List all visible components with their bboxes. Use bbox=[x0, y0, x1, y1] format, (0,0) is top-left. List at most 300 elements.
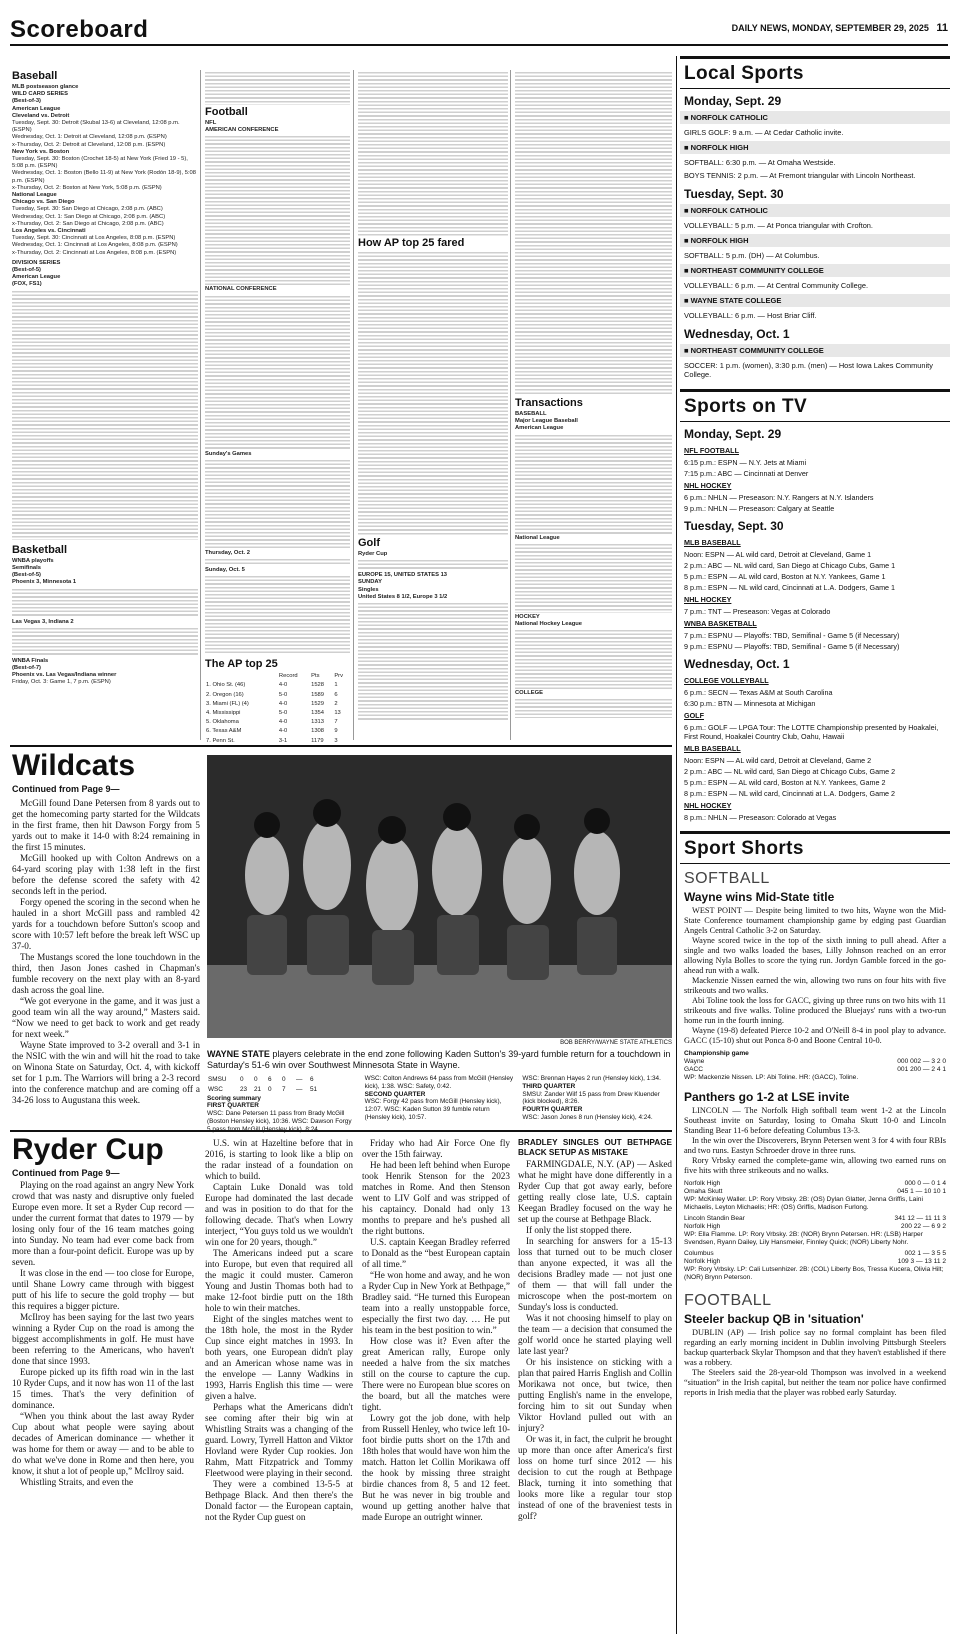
result-label: EUROPE 15, UNITED STATES 13 bbox=[358, 572, 448, 579]
linescore-table bbox=[207, 1075, 325, 1095]
tv-listing: 7 p.m.: TNT — Preseason: Vegas at Colorado bbox=[684, 607, 831, 616]
paragraph: U.S. captain Keegan Bradley referred to Donald as the “best European captain of all time.” bbox=[362, 1237, 510, 1269]
paragraph: “When you think about the last away Ryder Cup about what people were saying about decades of American dominance — whether it was home for them or away — and to be able to do what we've done in Rome and then here, you know, it shut a lot of people up,” McIlroy said. bbox=[12, 1411, 194, 1476]
table-cell: 7 bbox=[334, 719, 338, 726]
table-cell: 1 bbox=[334, 682, 338, 689]
paragraph: Friday who had Air Force One fly over the 15th fairway. bbox=[362, 1138, 510, 1159]
table-cell: — bbox=[296, 1085, 303, 1093]
league-label: American League bbox=[12, 105, 61, 112]
paragraph: DUBLIN (AP) — Irish police say no formal complaint has been filed regarding an early morning incident in Dublin involving Pittsburgh Steelers backup quarterback Skylar Thompson and that they haven't established if there was a robbery. bbox=[684, 1328, 946, 1367]
format-label: (Best-of-5) bbox=[12, 572, 41, 579]
tv-listing: 5 p.m.: ESPN — AL wild card, Boston at N.Y. Yankees, Game 2 bbox=[684, 778, 886, 787]
photo-illustration bbox=[207, 755, 672, 1038]
column-divider bbox=[676, 56, 677, 1634]
agate-text-block bbox=[205, 575, 350, 655]
school-label: ■ NORTHEAST COMMUNITY COLLEGE bbox=[680, 264, 950, 277]
table-cell: Norfolk High bbox=[684, 1223, 721, 1230]
table-cell: GACC bbox=[684, 1066, 704, 1073]
golf-heading: Golf bbox=[358, 537, 380, 549]
agate-text-block bbox=[12, 290, 198, 540]
pitcher-line: WP: Rory Vrbsky. LP: Cali Lutsenhizer. 2B: (COL) Liberty Bos, Tressa Kucera, Olivia Hilt; (NOR) Brynn Peterson. bbox=[684, 1266, 944, 1281]
agate-text-block bbox=[515, 543, 672, 613]
sports-tv-header: Sports on TV bbox=[680, 389, 950, 422]
table-cell: 1528 bbox=[311, 682, 325, 689]
table-row bbox=[205, 700, 350, 709]
event-line: VOLLEYBALL: 6 p.m. — Host Briar Cliff. bbox=[684, 311, 817, 320]
pitcher-line: WP: Ella Flamme. LP: Rory Vrbsky. 2B: (NOR) Brynn Petersen. HR: (LSB) Harper Svendsen, Ryann Dailey, Lily Hansmeier, Finnley Quick; (NOR) Liberty Nohr. bbox=[684, 1231, 923, 1246]
masthead-rule bbox=[10, 44, 948, 46]
day-heading: Tuesday, Sept. 30 bbox=[684, 187, 784, 201]
edition-date: DAILY NEWS, MONDAY, SEPTEMBER 29, 2025 bbox=[731, 23, 929, 33]
scoreboard-col-1 bbox=[12, 70, 198, 750]
paragraph: They were a combined 13-5-5 at Bethpage Black. And then there's the Donald factor — the European captain, not the Ryder Cup guest on bbox=[205, 1479, 353, 1522]
tv-listing: 8 p.m.: ESPN — NL wild card, Cincinnati at L.A. Dodgers, Game 1 bbox=[684, 583, 896, 592]
table-cell: 13 bbox=[334, 710, 341, 717]
schedule-line: Wednesday, Oct. 1: Detroit at Cleveland, 12:08 p.m. (ESPN) bbox=[12, 134, 167, 141]
table-row bbox=[205, 718, 350, 727]
schedule-line: Tuesday, Sept. 30: Boston (Crochet 18-5) at New York (Fried 19 - 5), 5:08 p.m. (ESPN) bbox=[12, 156, 188, 170]
table-cell: 001 200 — 2 4 1 bbox=[897, 1066, 946, 1073]
tv-listing: 6:30 p.m.: BTN — Minnesota at Michigan bbox=[684, 699, 816, 708]
matchup-label: Los Angeles vs. Cincinnati bbox=[12, 228, 86, 235]
agate-text-block bbox=[12, 627, 198, 657]
table-cell: 2. Oregon (16) bbox=[206, 691, 244, 698]
format-label: (Best-of-7) bbox=[12, 664, 41, 671]
table-cell: 0 bbox=[268, 1085, 272, 1093]
brief-body bbox=[680, 1106, 950, 1176]
tv-listing: 8 p.m.: ESPN — NL wild card, Cincinnati at L.A. Dodgers, Game 2 bbox=[684, 789, 896, 798]
conference-label: NATIONAL CONFERENCE bbox=[205, 286, 277, 293]
table-cell: 000 002 — 3 2 0 bbox=[897, 1058, 946, 1065]
boxscore-title: Championship game bbox=[684, 1050, 749, 1057]
table-cell: 7. Penn St. bbox=[206, 737, 235, 744]
photo-credit: BOB BERRY/WAYNE STATE ATHLETICS bbox=[560, 1040, 672, 1046]
summary-col-2 bbox=[365, 1075, 515, 1134]
agate-text-block bbox=[205, 558, 350, 566]
paragraph: The Steelers said the 28-year-old Thompson was involved in a weekend “situation” in the Irish capital, but neither the team nor police have confirmed reports in Irish media that the player was robbed early Saturday. bbox=[684, 1368, 946, 1397]
quarter-label: FIRST QUARTER bbox=[207, 1102, 259, 1110]
school-label: ■ NORFOLK HIGH bbox=[680, 234, 950, 247]
pitcher-line: WP: McKinley Waller. LP: Rory Vrbsky. 2B: (OS) Dylan Glatter, Jenna Griffis, Laini Michaelis, Leyton Michaelis; HR: (OS) Griffis, Madison Furlong. bbox=[684, 1196, 923, 1211]
sport-kicker: SOFTBALL bbox=[684, 870, 770, 887]
tv-category: NFL FOOTBALL bbox=[684, 446, 739, 455]
local-sports-header: Local Sports bbox=[680, 56, 950, 89]
table-cell: 3 bbox=[334, 737, 338, 744]
league-label: American League bbox=[515, 425, 564, 432]
event-line: VOLLEYBALL: 6 p.m. — At Central Community College. bbox=[684, 281, 869, 290]
event-line: GIRLS GOLF: 9 a.m. — At Cedar Catholic invite. bbox=[684, 128, 844, 137]
brief-headline: Wayne wins Mid-State title bbox=[684, 890, 835, 904]
matchup-label: Phoenix vs. Las Vegas/Indiana winner bbox=[12, 672, 117, 679]
agate-text-block bbox=[515, 434, 672, 534]
scoring-play: WSC: Brennan Hayes 2 run (Hensley kick), 1:34. bbox=[522, 1075, 661, 1082]
paragraph: Lowry got the job done, with help from Russell Henley, who twice left 10-foot birdie putts short on the 17th and 18th holes that would have won him the match. Hatton let Collin Morikawa off the hook by missing three straight birdie chances from 8, 5 and 12 feet. But he was never in big trouble and wound up getting another halve that made Europe an outright winner. bbox=[362, 1413, 510, 1522]
schedule-line: Tuesday, Sept. 30: San Diego at Chicago, 2:08 p.m. (ABC) bbox=[12, 206, 163, 213]
schedule-line: Wednesday, Oct. 1: Boston (Bello 11-9) at New York (Rodón 18-9), 5:08 p.m. (ESPN) bbox=[12, 170, 196, 184]
schedule-line: Friday, Oct. 3: Game 1, 7 p.m. (ESPN) bbox=[12, 679, 111, 686]
table-row bbox=[205, 727, 350, 736]
right-rail bbox=[680, 56, 950, 1398]
paragraph: It was close in the end — too close for Europe, until Shane Lowry came through with biggest putt of his life to secure the gold trophy — but this requires a bigger picture. bbox=[12, 1268, 194, 1311]
scoreboard-col-2 bbox=[205, 70, 350, 750]
quarter-label: SECOND QUARTER bbox=[364, 1090, 426, 1098]
standings-table bbox=[205, 135, 350, 285]
paragraph: Eight of the singles matches went to the 18th hole, the most in the Ryder Cup since eight matches in 1993. In both years, one European didn't play and an American whose name was in the envelope — Lanny Wadkins in 1993, Harris English this time — were given a halve. bbox=[205, 1314, 353, 1401]
table-cell: — bbox=[296, 1076, 303, 1083]
basketball-subtitle: WNBA playoffs bbox=[12, 557, 54, 564]
photo-caption bbox=[207, 1049, 672, 1071]
basketball-heading: Basketball bbox=[12, 543, 68, 556]
matchup-label: Las Vegas 3, Indiana 2 bbox=[12, 618, 74, 625]
day-heading: Wednesday, Oct. 1 bbox=[684, 327, 790, 341]
pitcher-line: WP: Mackenzie Nissen. LP: Abi Toline. HR: (GACC), Toline. bbox=[684, 1074, 859, 1081]
table-cell: 1179 bbox=[311, 737, 324, 744]
paragraph: In searching for answers for a 15-13 loss that turned out to be much closer than anyone expected, it was all the decisions Bradley made — not just one of them — that will fall under the microscope when the post-mortem on Sunday's loss is conducted. bbox=[518, 1236, 672, 1312]
paragraph: Whistling Straits, and even the bbox=[20, 1477, 134, 1487]
table-cell: Norfolk High bbox=[684, 1258, 721, 1265]
scoring-play: SMSU: Zander Wilf 15 pass from Drew Kluender (kick blocked), 8:26. bbox=[522, 1090, 660, 1106]
table-cell: 000 0 — 0 1 4 bbox=[904, 1180, 946, 1187]
paragraph: “He won home and away, and he won a Ryder Cup in New York at Bethpage,” Bradley said. “He turned this European team into a really unstoppable force, especially the first two day. … He put his team in the best position to win.” bbox=[362, 1270, 510, 1335]
team-celebration-photo bbox=[207, 755, 672, 1038]
tv-category: NHL HOCKEY bbox=[684, 481, 732, 490]
table-cell: 1308 bbox=[311, 728, 325, 735]
table-row bbox=[684, 1223, 946, 1231]
table-cell: 4-0 bbox=[278, 700, 288, 707]
table-cell: 7 bbox=[282, 1085, 286, 1093]
brief-headline: Steeler backup QB in 'situation' bbox=[684, 1312, 864, 1326]
tv-listing: 6 p.m.: GOLF — LPGA Tour: The LOTTE Championship presented by Hoakalei, First Round, Hoakalei Country Club, Oahu, Hawaii bbox=[684, 723, 939, 741]
table-cell: 045 1 — 10 10 1 bbox=[897, 1188, 946, 1195]
schedule-line: Tuesday, Sept. 30: Detroit (Skubal 13-6) at Cleveland, 12:08 p.m. (ESPN) bbox=[12, 120, 180, 134]
table-row bbox=[684, 1250, 946, 1258]
table-cell: 21 bbox=[254, 1085, 262, 1093]
table-cell: WSC bbox=[208, 1085, 223, 1093]
caption-text: players celebrate in the end zone following Kaden Sutton's 39-yard fumble return for a touchdown in Saturday's 51-6 win over Southwest Minnesota State in Wayne. bbox=[207, 1049, 671, 1070]
table-header-cell: Pts bbox=[311, 673, 320, 680]
school-label: ■ WAYNE STATE COLLEGE bbox=[680, 294, 950, 307]
summary-col-1 bbox=[207, 1075, 357, 1134]
column-divider bbox=[510, 70, 511, 740]
tv-listing: 6 p.m.: SECN — Texas A&M at South Carolina bbox=[684, 688, 833, 697]
table-cell: Omaha Skutt bbox=[684, 1188, 723, 1195]
tv-category: MLB BASEBALL bbox=[684, 744, 741, 753]
league-label: American League bbox=[12, 274, 61, 281]
table-row bbox=[684, 1058, 946, 1066]
paragraph: Or his insistence on sticking with a plan that paired Harris English and Collin Morikawa not once, but twice, then putting English's name in the envelope, forcing him to sit out Sunday when Viktor Hovland pulled out with an injury? bbox=[518, 1357, 672, 1433]
paragraph: LINCOLN — The Norfolk High softball team went 1-2 at the Lincoln Southeast invite on Saturday, losing to Omaha Skutt 10-0 and Lincoln Standing Bear 11-6 before defeating Columbus 13-3. bbox=[684, 1106, 946, 1135]
games-label: Sunday, Oct. 5 bbox=[205, 567, 245, 574]
continued-line: Continued from Page 9— bbox=[12, 1168, 120, 1178]
paragraph: Europe picked up its fifth road win in the last 10 Ryder Cups, and it now has won 11 of the last 15 times. That's the very definition of dominance. bbox=[12, 1367, 194, 1410]
schedule-line: Tuesday, Sept. 30: Cincinnati at Los Angeles, 8:08 p.m. (ESPN) bbox=[12, 235, 176, 242]
ap-fared-heading: How AP top 25 fared bbox=[358, 237, 465, 249]
matchup-label: New York vs. Boston bbox=[12, 148, 70, 155]
section-title: Scoreboard bbox=[10, 16, 149, 43]
scoring-play: WSC: Dane Petersen 11 pass from Brady McGill (Boston Hensley kick), 10:36. WSC: Dawson Forgy 5 pass from McGill (Hensley kick), 8:24. bbox=[207, 1110, 352, 1133]
sport-label: BASEBALL bbox=[515, 411, 547, 417]
agate-text-block bbox=[515, 629, 672, 689]
sport-label: COLLEGE bbox=[515, 690, 544, 697]
schedule-line: x-Thursday, Oct. 2: Cincinnati at Los Angeles, 8:08 p.m. (ESPN) bbox=[12, 249, 177, 256]
standings-table bbox=[205, 295, 350, 450]
school-label: ■ NORFOLK HIGH bbox=[680, 141, 950, 154]
brief-headline: Panthers go 1-2 at LSE invite bbox=[684, 1090, 850, 1104]
tv-category: COLLEGE VOLLEYBALL bbox=[684, 676, 769, 685]
table-cell: 1529 bbox=[311, 700, 325, 707]
paragraph: McIlroy has been saying for the last two years winning a Ryder Cup on the road is among the biggest accomplishments in golf. He must have been referring to the Americans, who haven't done that since 1993. bbox=[12, 1312, 194, 1366]
subhead: BRADLEY SINGLES OUT BETHPAGE BLACK SETUP AS MISTAKE bbox=[518, 1138, 672, 1157]
scoring-play: WSC: Jason Jones 8 run (Hensley kick), 4:24. bbox=[522, 1113, 653, 1121]
league-label: National Hockey League bbox=[515, 621, 583, 628]
games-label: Thursday, Oct. 2 bbox=[205, 549, 250, 556]
football-heading: Football bbox=[205, 106, 248, 118]
tv-listing: 6 p.m.: NHLN — Preseason: N.Y. Rangers at N.Y. Islanders bbox=[684, 493, 874, 502]
school-label: ■ NORTHEAST COMMUNITY COLLEGE bbox=[680, 344, 950, 357]
paragraph: Perhaps what the Americans didn't see coming after their big win at Whistling Straits was a changing of the guard. Lowry, Tyrrell Hatton and Viktor Hovland were Ryder Cup rookies. Jon Rahm, Matt Fitzpatrick and Tommy Fleetwood were playing in their second. bbox=[205, 1402, 353, 1478]
continued-line: Continued from Page 9— bbox=[12, 784, 120, 794]
table-row bbox=[207, 1075, 325, 1085]
ap-poll-table bbox=[205, 672, 350, 746]
conference-label: AMERICAN CONFERENCE bbox=[205, 127, 279, 134]
masthead bbox=[10, 12, 948, 56]
league-label: National League bbox=[12, 192, 57, 199]
paragraph: Captain Luke Donald was told Europe had dominated the last decade and was in position to do that for the following decade. That's when Lowry interject, “You guys told us we wouldn't win one for 20 years, though.” bbox=[205, 1182, 353, 1247]
table-cell: 0 bbox=[282, 1076, 286, 1083]
table-header bbox=[205, 672, 350, 681]
tv-category: NHL HOCKEY bbox=[684, 801, 732, 810]
game-summary bbox=[207, 1075, 672, 1134]
ryder-cup-col-4 bbox=[518, 1138, 672, 1522]
paragraph: Abi Toline took the loss for GACC, giving up three runs on two hits with 11 strikeouts and five walks. Toline produced the Bluejays' runs with a two-run home run in the fourth inning. bbox=[684, 996, 946, 1025]
table-cell: 200 22 — 6 9 2 bbox=[900, 1223, 946, 1230]
paragraph: The Americans indeed put a scare into Europe, but even that required all the magic it could muster. Cameron Young and Justin Thomas both had to make 12-foot birdie putt on the 18th hole to win their matches. bbox=[205, 1248, 353, 1313]
table-cell: 1589 bbox=[311, 691, 325, 698]
table-cell: SMSU bbox=[208, 1076, 227, 1083]
scoreboard-col-3 bbox=[358, 70, 508, 750]
event-line: VOLLEYBALL: 5 p.m. — At Ponca triangular with Crofton. bbox=[684, 221, 873, 230]
tv-category: NHL HOCKEY bbox=[684, 595, 732, 604]
table-cell: 2 bbox=[334, 700, 338, 707]
paragraph: If only the list stopped there. bbox=[526, 1225, 632, 1235]
tv-category: MLB BASEBALL bbox=[684, 538, 741, 547]
table-cell: Wayne bbox=[684, 1058, 705, 1065]
table-row bbox=[684, 1180, 946, 1188]
table-cell: 1313 bbox=[311, 719, 325, 726]
transactions-heading: Transactions bbox=[515, 397, 583, 409]
score-label: United States 8 1/2, Europe 3 1/2 bbox=[358, 593, 448, 600]
table-row bbox=[207, 1085, 325, 1095]
table-cell: 341 12 — 11 11 3 bbox=[894, 1215, 946, 1222]
agate-text-block bbox=[358, 602, 508, 722]
paragraph: How close was it? Even after the great American rally, Europe only needed a halve from the six matches still on the course to capture the cup. There were no European blue scores on the board, but all the matches were tight. bbox=[362, 1336, 510, 1412]
table-cell: 4. Mississippi bbox=[206, 710, 241, 717]
table-cell: 9 bbox=[334, 728, 338, 735]
league-label: Major League Baseball bbox=[515, 418, 578, 425]
table-cell: Lincoln Standin Bear bbox=[684, 1215, 745, 1222]
tv-listing: 7:15 p.m.: ABC — Cincinnati at Denver bbox=[684, 469, 809, 478]
table-cell: 4-0 bbox=[278, 682, 288, 689]
schedule-line: x-Thursday, Oct. 2: Boston at New York, 5:08 p.m. (ESPN) bbox=[12, 184, 162, 191]
ryder-cup-col-3 bbox=[362, 1138, 510, 1523]
table-cell: 002 1 — 3 5 5 bbox=[904, 1250, 946, 1257]
school-label: ■ NORFOLK CATHOLIC bbox=[680, 111, 950, 124]
section-rule bbox=[10, 745, 672, 747]
tv-listing: 5 p.m.: ESPN — AL wild card, Boston at N.Y. Yankees, Game 1 bbox=[684, 572, 886, 581]
schedule-line: Wednesday, Oct. 1: San Diego at Chicago, 2:08 p.m. (ABC) bbox=[12, 213, 166, 220]
page-number: 11 bbox=[936, 22, 948, 34]
agate-text-block bbox=[12, 588, 198, 618]
scoring-play: WSC: Colton Andrews 64 pass from McGill (Hensley kick), 1:38. WSC: Safety, 0:42. bbox=[364, 1075, 514, 1090]
table-row bbox=[684, 1188, 946, 1196]
paragraph: In the win over the Discoverers, Brynn Petersen went 3 for 4 with four RBIs and two runs. Eastyn Schroeder drove in three runs. bbox=[684, 1136, 946, 1155]
paragraph: He had been left behind when Europe took Henrik Stenson for the 2023 matches in Rome. And then Stenson went to LIV Golf and was stripped of his captaincy. Donald had only 13 months to prepare and he's pushed all the right buttons. bbox=[362, 1160, 510, 1236]
agate-text-block bbox=[205, 459, 350, 549]
session-label: Singles bbox=[358, 586, 379, 593]
brief-body bbox=[680, 906, 950, 1046]
table-cell: 4-0 bbox=[278, 728, 288, 735]
table-cell: 3. Miami (FL) (4) bbox=[206, 700, 249, 707]
standings-table bbox=[358, 71, 508, 236]
boxscore bbox=[680, 1046, 950, 1086]
event-line: BOYS TENNIS: 2 p.m. — At Fremont triangular with Lincoln Northeast. bbox=[684, 171, 916, 180]
baseball-heading: Baseball bbox=[12, 70, 58, 82]
summary-col-3 bbox=[522, 1075, 672, 1134]
ryder-cup-col-1 bbox=[12, 1180, 194, 1488]
league-label: National League bbox=[515, 534, 560, 541]
paragraph: Wayne State improved to 3-2 overall and 3-1 in the NSIC with the win and will hit the road to take on Winona State on Saturday, Oct. 4, with kickoff set for 1 p.m. The Warriors will bring a 2-3 record into the conference matchup and are coming off a 34-26 loss to Augustana this week. bbox=[12, 1040, 200, 1105]
sport-label: HOCKEY bbox=[515, 613, 540, 620]
paragraph: FARMINGDALE, N.Y. (AP) — Asked what he might have done differently in a Ryder Cup that got away early, before getting really close late, U.S. captain Keegan Bradley focused on the way he set up the course at Bethpage Black. bbox=[518, 1159, 672, 1224]
page-meta bbox=[732, 22, 948, 34]
round-label: Semifinals bbox=[12, 564, 41, 571]
agate-text-block bbox=[358, 559, 508, 571]
quarter-label: THIRD QUARTER bbox=[522, 1082, 576, 1090]
tv-category: WNBA BASKETBALL bbox=[684, 619, 757, 628]
table-cell: 1354 bbox=[311, 710, 325, 717]
tv-listing: 6:15 p.m.: ESPN — N.Y. Jets at Miami bbox=[684, 458, 807, 467]
paragraph: U.S. win at Hazeltine before that in 2016, is starting to look like a blip on the radar instead of a foundation on which to build. bbox=[205, 1138, 353, 1181]
day-heading: Wednesday, Oct. 1 bbox=[684, 657, 790, 671]
table-cell: 6 bbox=[334, 691, 338, 698]
table-row bbox=[684, 1215, 946, 1223]
matchup-label: Phoenix 3, Minnesota 1 bbox=[12, 579, 77, 586]
quarter-label: FOURTH QUARTER bbox=[522, 1106, 583, 1114]
table-row bbox=[684, 1066, 946, 1074]
table-cell: 109 3 — 13 11 2 bbox=[897, 1258, 946, 1265]
scoreboard-col-4 bbox=[515, 70, 672, 750]
tv-listing: 9 p.m.: ESPNU — Playoffs: TBD, Semifinal - Game 5 (if Necessary) bbox=[684, 642, 900, 651]
schedule-line: Wednesday, Oct. 1: Cincinnati at Los Angeles, 8:08 p.m. (ESPN) bbox=[12, 242, 178, 249]
table-cell: 5. Oklahoma bbox=[206, 719, 239, 726]
games-label: Sunday's Games bbox=[205, 450, 252, 457]
brief-body bbox=[680, 1328, 950, 1398]
table-cell: 5-0 bbox=[278, 691, 288, 698]
paragraph: WEST POINT — Despite being limited to two hits, Wayne won the Mid-State Conference tournament championship game by edging past Guardian Angels Central Catholic 3-2 on Saturday. bbox=[684, 906, 946, 935]
format-label: (Best-of-5) bbox=[12, 267, 41, 274]
tv-listing: 9 p.m.: NHLN — Preseason: Calgary at Seattle bbox=[684, 504, 835, 513]
story-headline: Ryder Cup bbox=[12, 1133, 164, 1166]
school-label: ■ NORFOLK CATHOLIC bbox=[680, 204, 950, 217]
agate-text-block bbox=[358, 251, 508, 536]
table-cell: 3-1 bbox=[278, 737, 288, 744]
league-label: NFL bbox=[205, 120, 217, 126]
round-label: WILD CARD SERIES bbox=[12, 91, 69, 98]
agate-text-block bbox=[515, 71, 672, 396]
network-label: (FOX, FS1) bbox=[12, 281, 42, 288]
day-heading: Monday, Sept. 29 bbox=[684, 94, 782, 108]
paragraph: Or was it, in fact, the culprit he brought up more than once after America's first loss on home turf since 2012 — his decision to cut the rough at Bethpage Black, turning it into something that looks more like a regular tour stop instead of one of the braveniest tests in golf? bbox=[518, 1434, 672, 1521]
column-divider bbox=[353, 70, 354, 740]
table-cell: 6 bbox=[310, 1076, 314, 1083]
matchup-label: Chicago vs. San Diego bbox=[12, 199, 75, 206]
table-row bbox=[684, 1258, 946, 1266]
agate-text-block bbox=[205, 71, 350, 105]
table-row bbox=[205, 691, 350, 700]
agate-text-block bbox=[515, 698, 672, 718]
paragraph: McGill found Dane Petersen from 8 yards out to get the homecoming party started for the Wildcats in the first frame, then hit Dawson Forgy from 5 yards out to make it 14-0 with 8:24 remaining in the first 15 minutes. bbox=[12, 798, 200, 852]
table-row bbox=[205, 709, 350, 718]
tv-listing: Noon: ESPN — AL wild card, Detroit at Cleveland, Game 2 bbox=[684, 756, 872, 765]
paragraph: Playing on the road against an angry New York crowd that was nasty and disruptive only fueled Europe even more. It set a Ryder Cup record — under the current format that dates to 1979 — by losing only four of the 16 team matches going into Sunday. No team had ever come back from more than a four-point deficit. Europe was up by seven. bbox=[12, 1180, 194, 1267]
paragraph: Rory Vrbsky earned the complete-game win, allowing two earned runs on five hits with three strikeouts and no walks. bbox=[684, 1156, 946, 1175]
matchup-label: Cleveland vs. Detroit bbox=[12, 112, 70, 119]
format-label: (Best-of-3) bbox=[12, 98, 41, 105]
table-cell: 5-0 bbox=[278, 710, 288, 717]
paragraph: The Mustangs scored the lone touchdown in the third, then Jason Jones cashed in Chapman's fumble recovery on the next play with an 8-yard dash across the goal line. bbox=[12, 952, 200, 995]
paragraph: “We got everyone in the game, and it was just a good team win all the way around,” Masters said. “Now we need to get back to work and get ready for next week.” bbox=[12, 996, 200, 1039]
table-cell: 0 bbox=[240, 1076, 244, 1083]
event-line: SOCCER: 1 p.m. (women), 3:30 p.m. (men) — Host Iowa Lakes Community College. bbox=[684, 361, 933, 379]
paragraph: Wayne (19-8) defeated Pierce 10-2 and O'Neill 8-4 in pool play to advance. GACC (15-10) shut out Ponca 8-0 and Boone Central 10-0. bbox=[684, 1026, 946, 1045]
table-row bbox=[205, 681, 350, 690]
story-body bbox=[12, 798, 200, 1106]
table-cell: 6. Texas A&M bbox=[206, 728, 242, 735]
section-rule bbox=[10, 1130, 672, 1132]
column-divider bbox=[200, 70, 201, 740]
tv-listing: 8 p.m.: NHLN — Preseason: Colorado at Vegas bbox=[684, 813, 837, 822]
schedule-line: x-Thursday, Oct. 2: Detroit at Cleveland, 12:08 p.m. (ESPN) bbox=[12, 141, 166, 148]
paragraph: Wayne scored twice in the top of the sixth inning to pull ahead. After a single and two walks loaded the bases, Lilly Johnson reached on an error allowing Nyla Bolles to score the tying run. Jordyn Gamble forced in the go-ahead run with a walk. bbox=[684, 936, 946, 975]
caption-lead: WAYNE STATE bbox=[207, 1049, 270, 1059]
paragraph: McGill hooked up with Colton Andrews on a 64-yard scoring play with 1:38 left in the first before the defense scored the safety with 42 seconds left in the period. bbox=[12, 853, 200, 896]
day-label: SUNDAY bbox=[358, 579, 382, 586]
round-label: DIVISION SERIES bbox=[12, 259, 61, 266]
table-cell: 6 bbox=[268, 1076, 272, 1083]
table-cell: 23 bbox=[240, 1085, 248, 1093]
tv-listing: 2 p.m.: ABC — NL wild card, San Diego at Chicago Cubs, Game 2 bbox=[684, 767, 896, 776]
event-line: SOFTBALL: 6:30 p.m. — At Omaha Westside. bbox=[684, 158, 836, 167]
table-cell: Norfolk High bbox=[684, 1180, 721, 1187]
schedule-line: x-Thursday, Oct. 2: San Diego at Chicago, 2:08 p.m. (ABC) bbox=[12, 220, 164, 227]
paragraph: Was it not choosing himself to play on the team — a decision that consumed the golf world once he started playing well late last year? bbox=[518, 1313, 672, 1356]
sport-shorts-header: Sport Shorts bbox=[680, 831, 950, 864]
table-header-cell: Record bbox=[278, 673, 298, 680]
table-cell: 0 bbox=[254, 1076, 258, 1083]
wildcats-story bbox=[12, 750, 200, 1106]
scoring-summary-title: Scoring summary bbox=[207, 1094, 261, 1102]
baseball-subtitle: MLB postseason glance bbox=[12, 84, 79, 90]
day-heading: Tuesday, Sept. 30 bbox=[684, 519, 784, 533]
tv-listing: Noon: ESPN — AL wild card, Detroit at Cleveland, Game 1 bbox=[684, 550, 872, 559]
tv-listing: 2 p.m.: ABC — NL wild card, San Diego at Chicago Cubs, Game 1 bbox=[684, 561, 896, 570]
day-heading: Monday, Sept. 29 bbox=[684, 427, 782, 441]
table-cell: Columbus bbox=[684, 1250, 714, 1257]
table-cell: 4-0 bbox=[278, 719, 288, 726]
table-cell: 51 bbox=[310, 1085, 318, 1093]
event-line: SOFTBALL: 5 p.m. (DH) — At Columbus. bbox=[684, 251, 820, 260]
paragraph: Forgy opened the scoring in the second when he hauled in a short McGill pass and rambled 42 yards for a touchdown before Sutton's scoop and score with 10:57 left before the break left WSC up 37-0. bbox=[12, 897, 200, 951]
